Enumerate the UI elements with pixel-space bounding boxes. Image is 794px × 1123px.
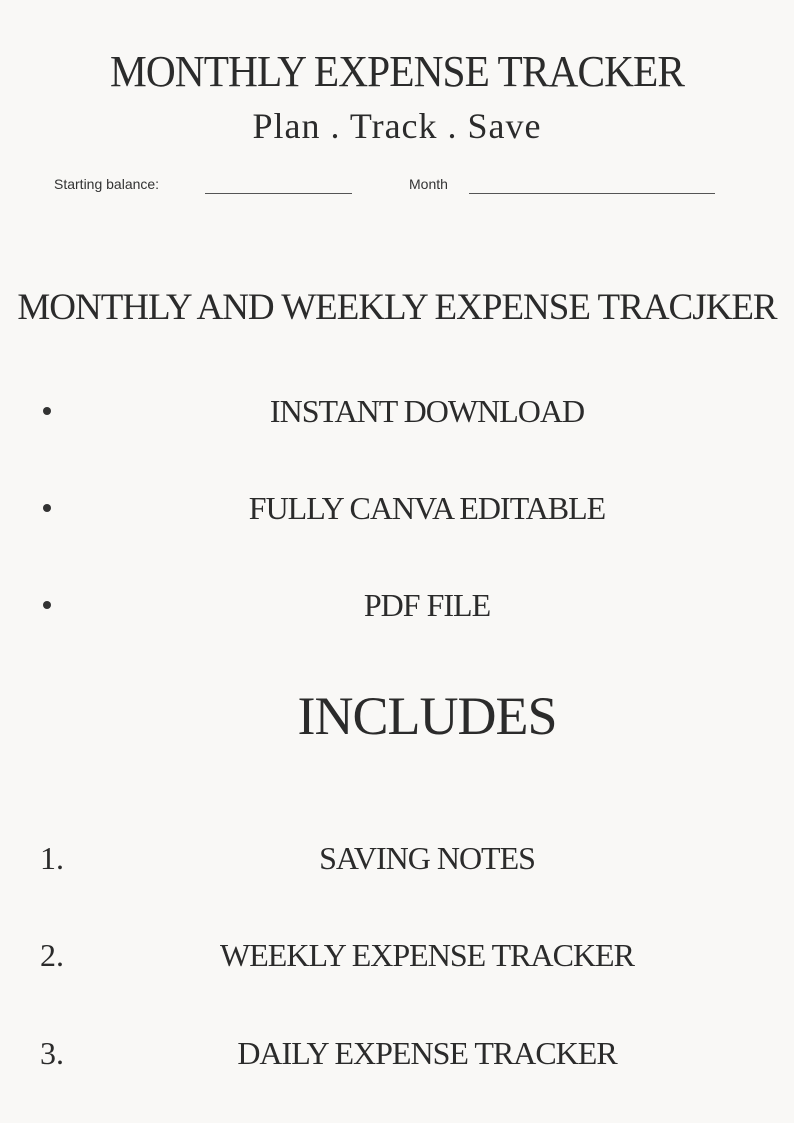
item-label: WEEKLY EXPENSE TRACKER — [220, 937, 634, 973]
product-headline: MONTHLY AND WEEKLY EXPENSE TRACJKER — [17, 287, 777, 328]
feature-label: INSTANT DOWNLOAD — [269, 393, 585, 429]
item-number: 3. — [40, 1035, 64, 1071]
item-number: 2. — [40, 937, 64, 973]
starting-balance-line — [205, 193, 352, 194]
feature-label: FULLY CANVA EDITABLE — [248, 490, 606, 526]
includes-heading: INCLUDES — [297, 686, 557, 746]
item-label: DAILY EXPENSE TRACKER — [237, 1035, 617, 1071]
feature-label: PDF FILE — [363, 587, 491, 623]
page-subtitle: Plan . Track . Save — [252, 106, 542, 146]
month-line — [469, 193, 715, 194]
page-title: MONTHLY EXPENSE TRACKER — [110, 47, 684, 96]
bullet-icon — [43, 504, 51, 512]
bullet-icon — [43, 407, 51, 415]
month-label: Month — [409, 176, 448, 192]
bullet-icon — [43, 601, 51, 609]
item-label: SAVING NOTES — [319, 840, 535, 876]
starting-balance-label: Starting balance: — [54, 176, 160, 192]
item-number: 1. — [40, 840, 64, 876]
